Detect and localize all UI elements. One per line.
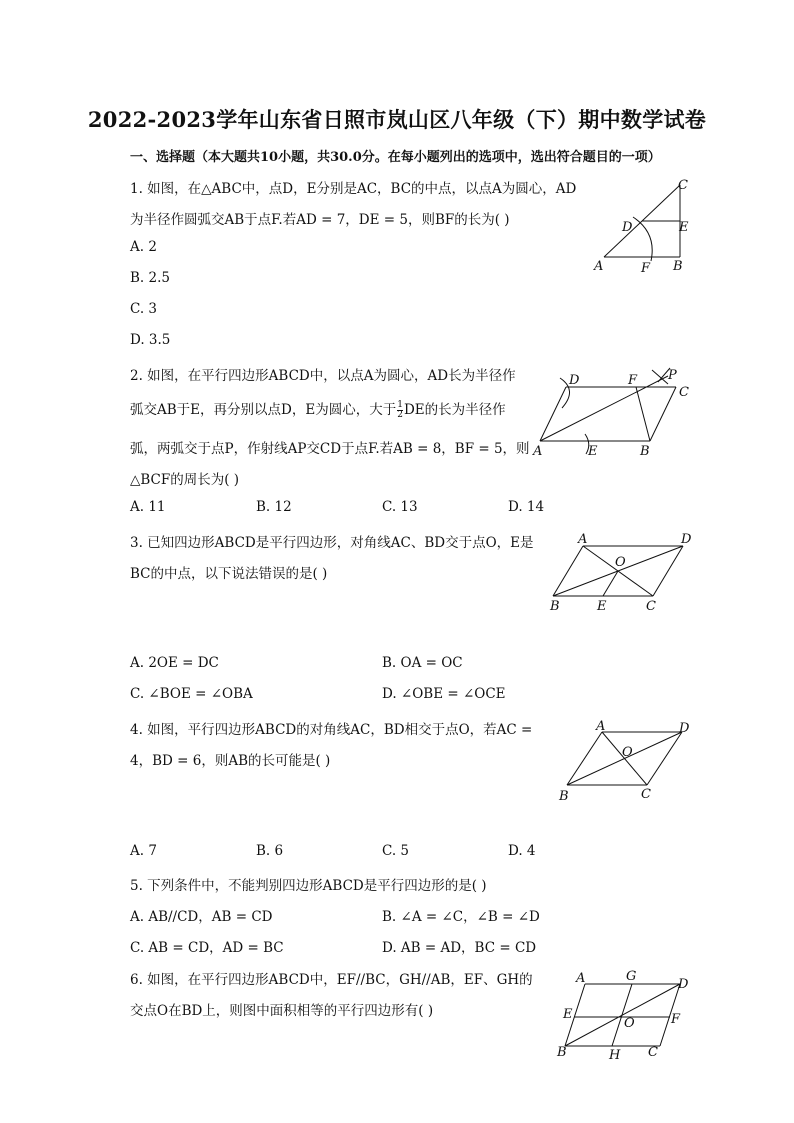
q2-parallelogram-figure bbox=[528, 362, 698, 462]
q3-line1: 3. 已知四边形ABCD是平行四边形，对角线AC、BD交于点O，E是 bbox=[130, 535, 534, 551]
q1-label-f: F bbox=[641, 261, 651, 276]
q1-line1: 1. 如图，在△ABC中，点D，E分别是AC，BC的中点，以点A为圆心，AD bbox=[130, 181, 577, 197]
q4-line2: 4，BD = 6，则AB的长可能是( ) bbox=[130, 753, 331, 769]
q6-label-d: D bbox=[678, 977, 689, 992]
q6-label-c: C bbox=[648, 1045, 658, 1060]
q2-label-e: E bbox=[588, 444, 598, 459]
q4-label-a: A bbox=[596, 719, 606, 734]
q1-option-a[interactable]: A. 2 bbox=[130, 239, 157, 255]
q4-label-c: C bbox=[641, 787, 651, 802]
page-title: 2022-2023学年山东省日照市岚山区八年级（下）期中数学试卷 bbox=[87, 107, 707, 132]
q5-option-c[interactable]: C. AB = CD，AD = BC bbox=[130, 940, 284, 956]
q3-label-c: C bbox=[646, 599, 656, 613]
section-heading: 一、选择题（本大题共10小题，共30.0分。在每小题列出的选项中，选出符合题目的一项） bbox=[130, 150, 661, 165]
q1-label-c: C bbox=[678, 178, 688, 193]
q3-line2: BC的中点，以下说法错误的是( ) bbox=[130, 566, 328, 582]
q2-option-a[interactable]: A. 11 bbox=[130, 499, 166, 515]
q6-label-e: E bbox=[563, 1007, 573, 1022]
q6-label-a: A bbox=[576, 971, 586, 986]
q2-label-c: C bbox=[679, 385, 689, 400]
q3-option-b[interactable]: B. OA = OC bbox=[382, 655, 463, 671]
q1-label-e: E bbox=[679, 220, 689, 235]
q4-option-b[interactable]: B. 6 bbox=[256, 843, 284, 859]
q4-option-a[interactable]: A. 7 bbox=[130, 843, 157, 859]
q4-line1: 4. 如图，平行四边形ABCD的对角线AC，BD相交于点O，若AC = bbox=[130, 722, 533, 738]
q1-option-b[interactable]: B. 2.5 bbox=[130, 270, 170, 286]
q3-label-a: A bbox=[578, 532, 588, 547]
q6-line2: 交点O在BD上，则图中面积相等的平行四边形有( ) bbox=[130, 1003, 434, 1019]
q2-line2-start: 弧交AB于E，再分别以点D，E为圆心，大于 bbox=[130, 402, 397, 418]
q6-label-b: B bbox=[557, 1045, 567, 1060]
q2-line3: 弧，两弧交于点P，作射线AP交CD于点F.若AB = 8，BF = 5，则 bbox=[130, 441, 530, 457]
q2-option-c[interactable]: C. 13 bbox=[382, 499, 418, 515]
q1-label-d: D bbox=[622, 220, 633, 235]
q2-option-b[interactable]: B. 12 bbox=[256, 499, 292, 515]
q1-triangle-figure bbox=[585, 175, 700, 280]
q2-label-f: F bbox=[628, 373, 638, 388]
q3-label-b: B bbox=[550, 599, 560, 613]
q5-option-b[interactable]: B. ∠A = ∠C，∠B = ∠D bbox=[382, 909, 540, 925]
q2-option-d[interactable]: D. 14 bbox=[508, 499, 545, 515]
q1-line2: 为半径作圆弧交AB于点F.若AD = 7，DE = 5，则BF的长为( ) bbox=[130, 212, 510, 228]
q3-option-a[interactable]: A. 2OE = DC bbox=[130, 655, 219, 671]
q1-option-d[interactable]: D. 3.5 bbox=[130, 332, 171, 348]
q4-parallelogram-figure bbox=[555, 716, 695, 806]
q6-parallelogram-figure bbox=[555, 966, 695, 1066]
q1-label-b: B bbox=[673, 259, 683, 274]
q6-label-o: O bbox=[624, 1016, 635, 1031]
q2-label-p: P bbox=[668, 368, 677, 383]
q2-label-a: A bbox=[533, 444, 543, 459]
q2-line4: △BCF的周长为( ) bbox=[130, 472, 240, 488]
q2-label-b: B bbox=[640, 444, 650, 459]
q2-label-d: D bbox=[569, 373, 580, 388]
q4-label-o: O bbox=[622, 745, 633, 760]
q2-line2 bbox=[130, 398, 506, 420]
q2-frac-num: 1 bbox=[397, 400, 403, 410]
q3-label-e: E bbox=[597, 599, 607, 613]
q4-option-d[interactable]: D. 4 bbox=[508, 843, 536, 859]
q6-label-h: H bbox=[609, 1048, 621, 1063]
q4-label-b: B bbox=[559, 789, 569, 804]
q3-label-o: O bbox=[615, 555, 626, 570]
q3-option-d[interactable]: D. ∠OBE = ∠OCE bbox=[382, 686, 506, 702]
q4-label-d: D bbox=[679, 721, 690, 736]
q4-option-c[interactable]: C. 5 bbox=[382, 843, 410, 859]
q1-label-a: A bbox=[594, 259, 604, 274]
q2-fraction bbox=[397, 401, 403, 420]
q2-line2-end: DE的长为半径作 bbox=[403, 402, 506, 418]
q6-line1: 6. 如图，在平行四边形ABCD中，EF//BC，GH//AB，EF、GH的 bbox=[130, 972, 533, 988]
q5-option-d[interactable]: D. AB = AD，BC = CD bbox=[382, 940, 537, 956]
q2-frac-den: 2 bbox=[397, 410, 403, 420]
q3-parallelogram-figure bbox=[545, 528, 695, 613]
q1-option-c[interactable]: C. 3 bbox=[130, 301, 158, 317]
q3-option-c[interactable]: C. ∠BOE = ∠OBA bbox=[130, 686, 253, 702]
q6-label-g: G bbox=[626, 969, 637, 984]
q5-line1: 5. 下列条件中，不能判别四边形ABCD是平行四边形的是( ) bbox=[130, 878, 487, 894]
q3-label-d: D bbox=[681, 532, 692, 547]
q2-line1: 2. 如图，在平行四边形ABCD中，以点A为圆心，AD长为半径作 bbox=[130, 368, 516, 384]
q6-label-f: F bbox=[671, 1012, 681, 1027]
q5-option-a[interactable]: A. AB//CD，AB = CD bbox=[130, 909, 273, 925]
